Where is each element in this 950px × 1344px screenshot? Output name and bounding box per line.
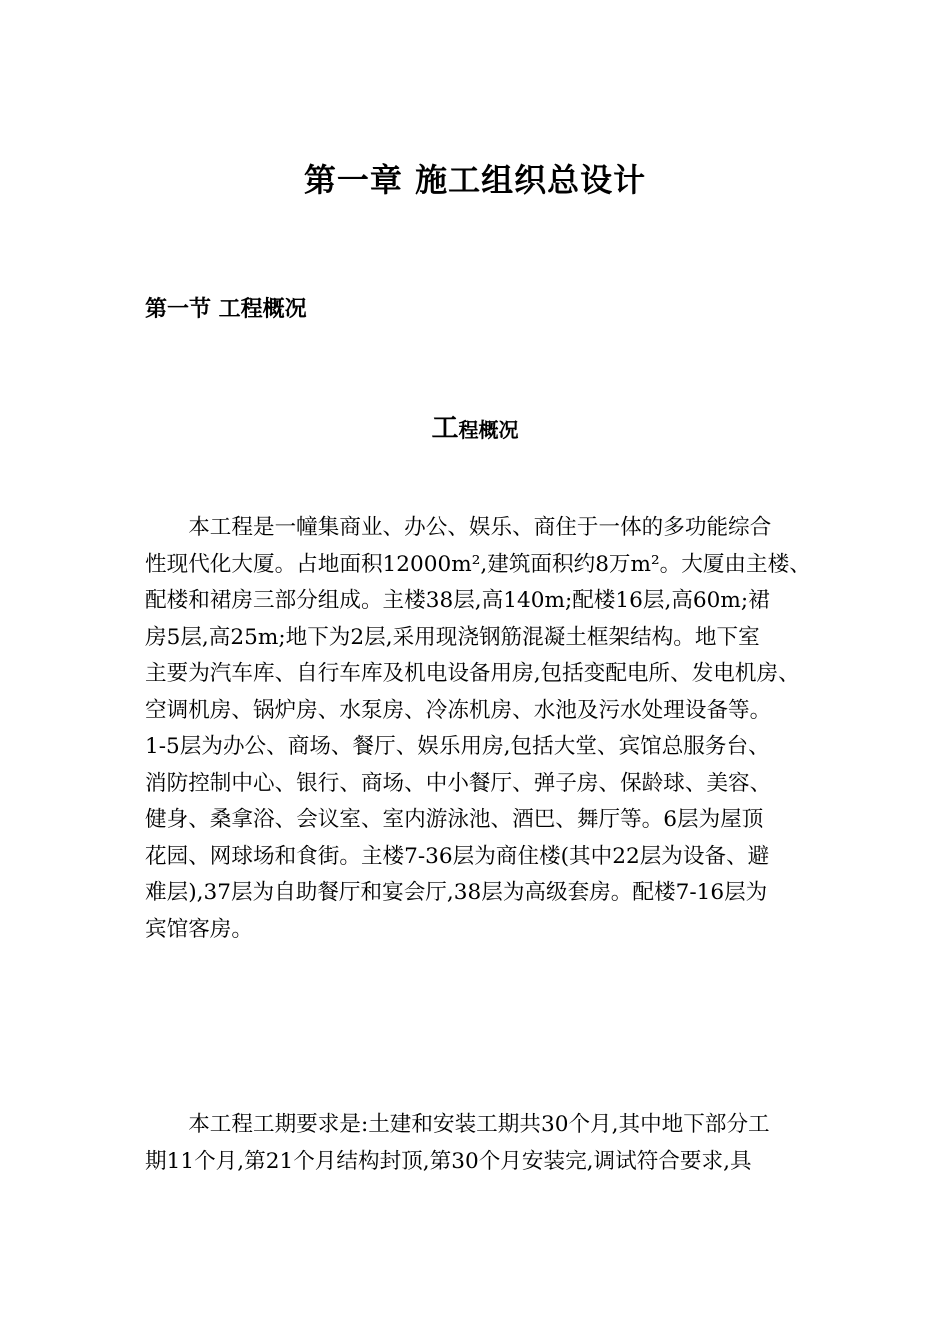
paragraph-line: 配楼和裙房三部分组成。主楼38层,高140m;配楼16层,高60m;裙: [145, 588, 770, 613]
sub-title-rest: 程概况: [458, 418, 519, 442]
paragraph-line: 本工程工期要求是:土建和安装工期共30个月,其中地下部分工: [145, 1112, 770, 1137]
sub-title-first-char: 工: [431, 413, 459, 444]
paragraph-line: 难层),37层为自助餐厅和宴会厅,38层为高级套房。配楼7-16层为: [145, 880, 768, 905]
paragraph-line: 房5层,高25m;地下为2层,采用现浇钢筋混凝土框架结构。地下室: [145, 624, 760, 650]
paragraph-line: 性现代化大厦。占地面积12000m²,建筑面积约8万m²。大厦由主楼、: [145, 551, 811, 577]
paragraph-line: 花园、网球场和食街。主楼7-36层为商住楼(其中22层为设备、避: [145, 843, 770, 869]
chapter-title: 第一章 施工组织总设计: [303, 161, 647, 199]
paragraph-line: 主要为汽车库、自行车库及机电设备用房,包括变配电所、发电机房、: [145, 661, 800, 686]
paragraph-line: 宾馆客房。: [145, 916, 253, 942]
paragraph-overview: [145, 510, 811, 948]
paragraph-line: 消防控制中心、银行、商场、中小餐厅、弹子房、保龄球、美容、: [145, 770, 772, 796]
paragraph-line: 本工程是一幢集商业、办公、娱乐、商住于一体的多功能综合: [145, 515, 772, 540]
paragraph-line: 健身、桑拿浴、会议室、室内游泳池、酒巴、舞厅等。6层为屋顶: [145, 807, 764, 832]
paragraph-line: 空调机房、锅炉房、水泵房、冷冻机房、水池及污水处理设备等。: [145, 697, 772, 723]
paragraph-schedule: [145, 1107, 805, 1180]
sub-title: [0, 412, 950, 447]
paragraph-line: 1-5层为办公、商场、餐厅、娱乐用房,包括大堂、宾馆总服务台、: [145, 734, 770, 759]
section-title: 第一节 工程概况: [145, 297, 307, 322]
paragraph-line: 期11个月,第21个月结构封顶,第30个月安装完,调试符合要求,具: [145, 1148, 752, 1174]
